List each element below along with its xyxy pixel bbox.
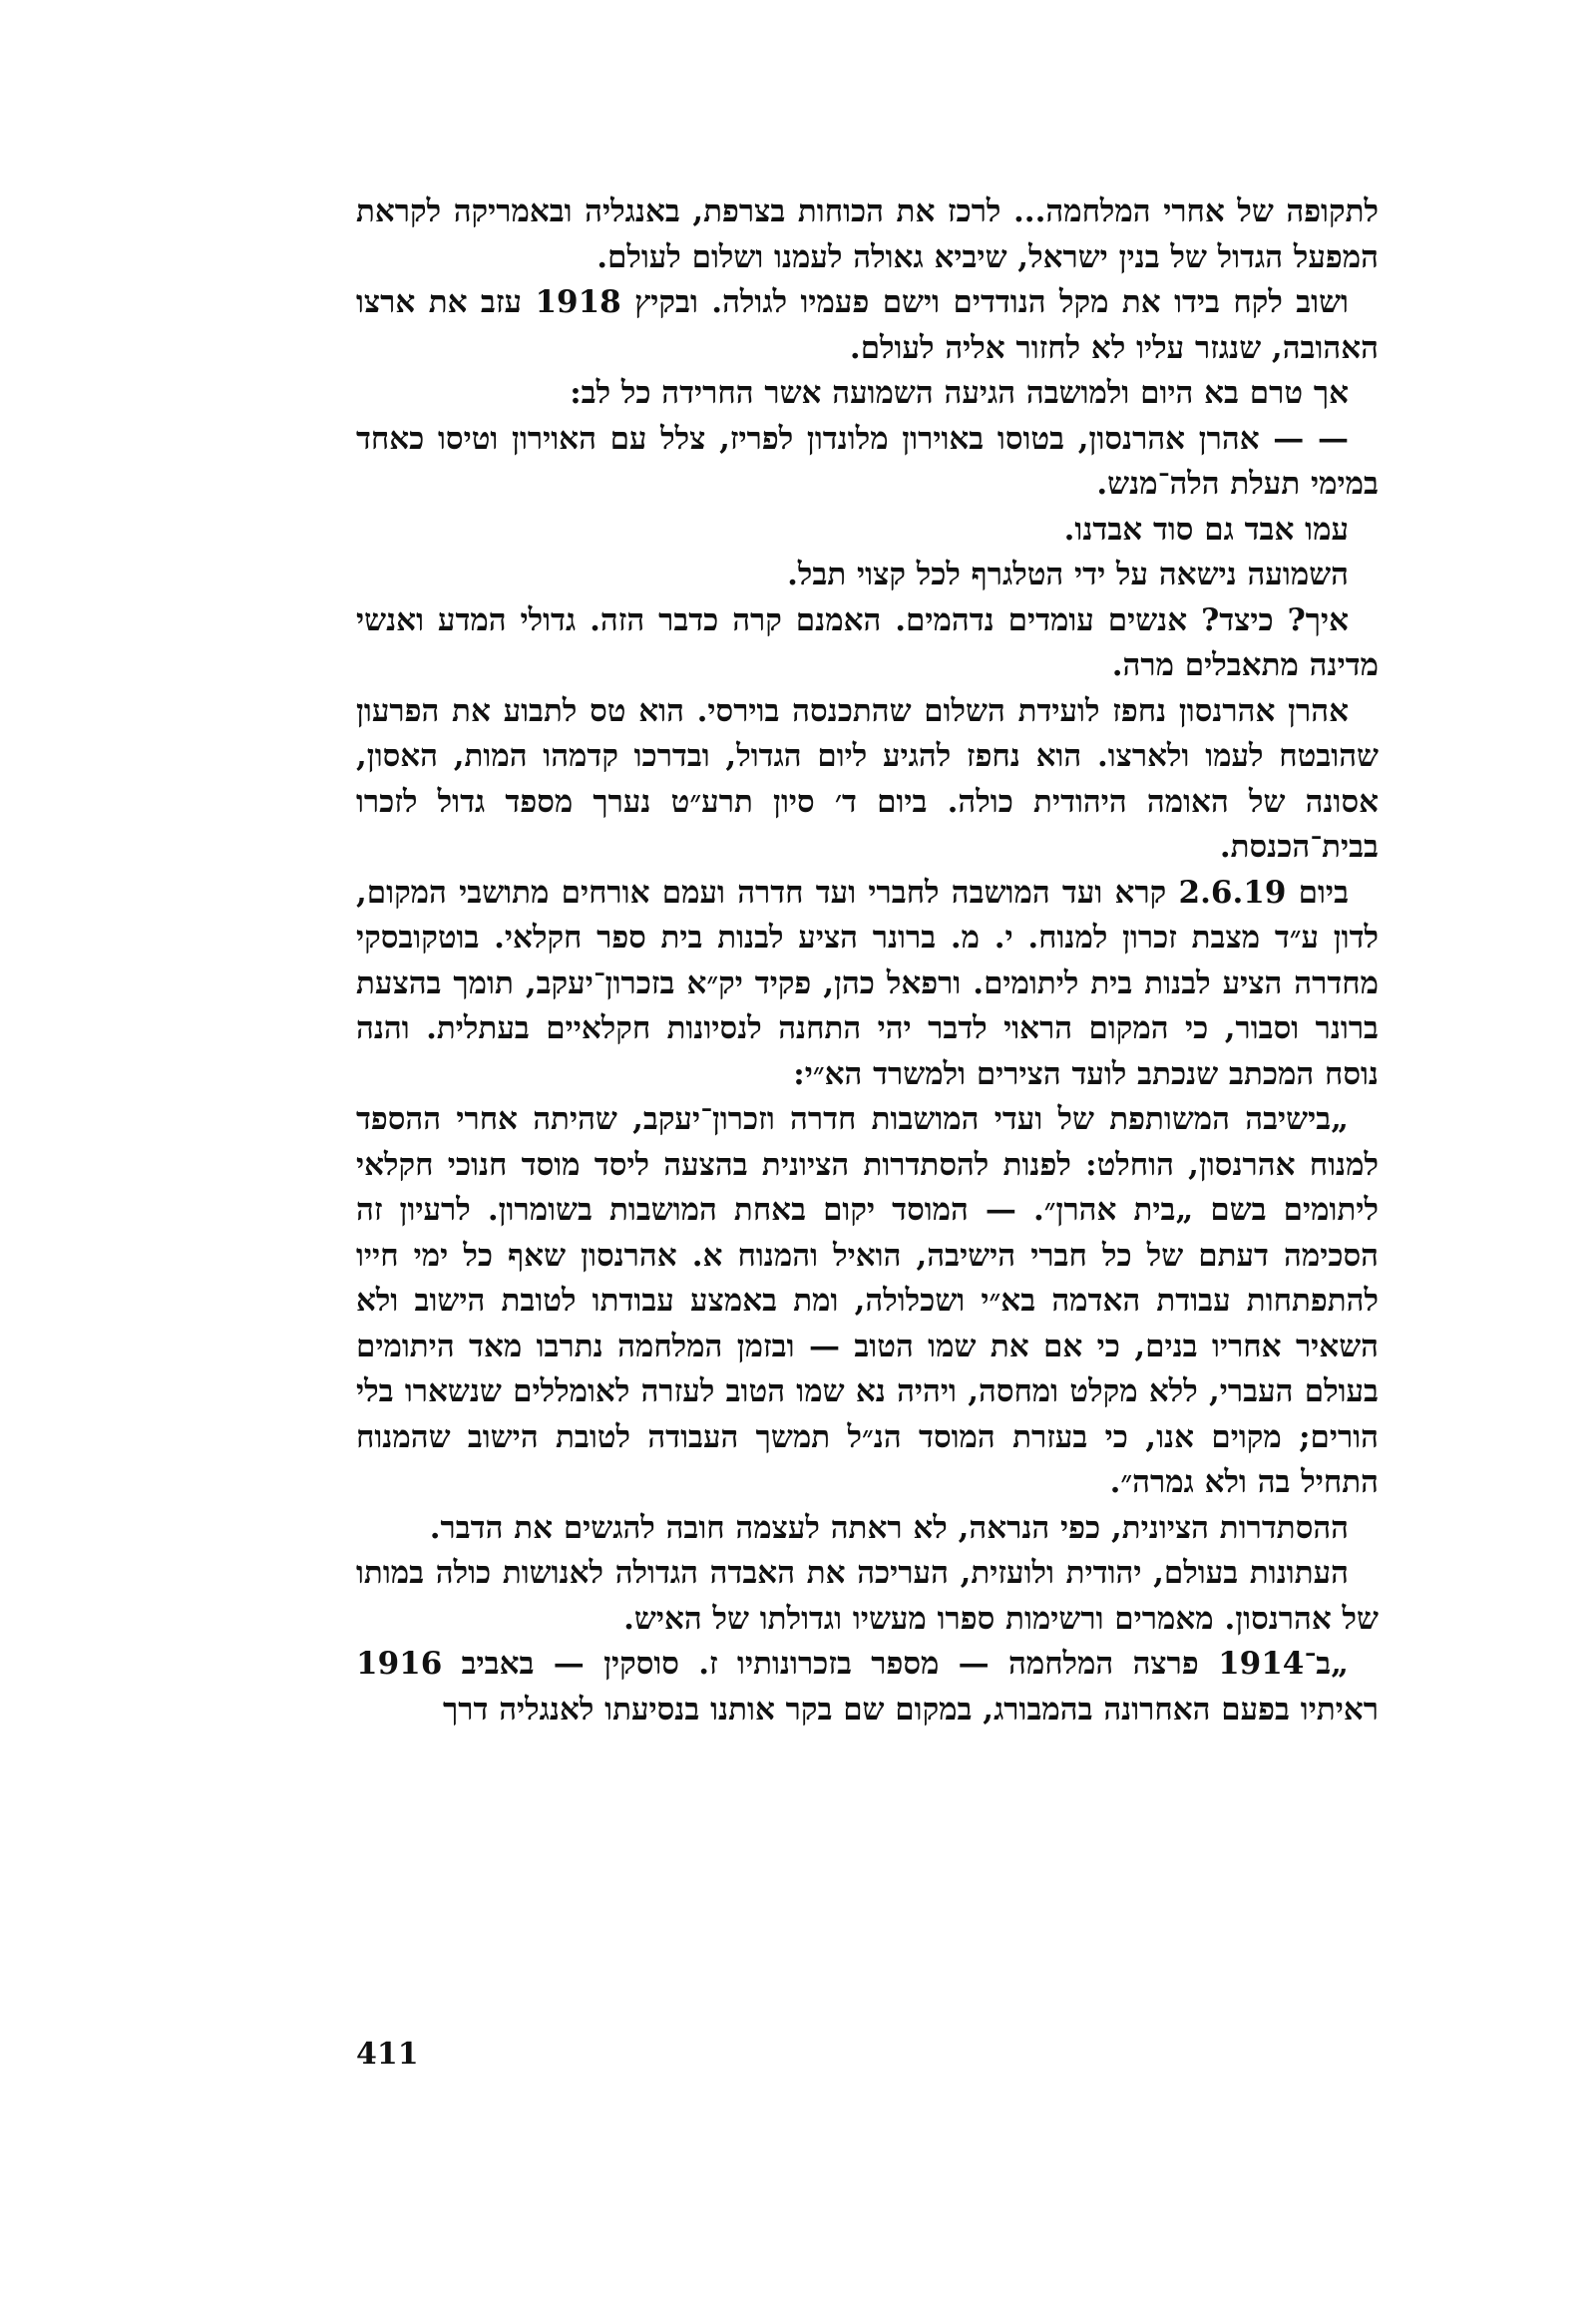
paragraph: ביום 2.6.19 קרא ועד המושבה לחברי ועד חדרה ועמם אורחים מתושבי המקום, לדון ע״ד מצבת זכרון למנוח. י. מ. ברונר הציע לבנות בית ספר חקלאי. בוטקובסקי מחדרה הציע לבנות בית ליתומים. ורפאל כהן, פקיד יק״א בזכרון־יעקב, תומך בהצעת ברונר וסבור, כי המקום הראוי לדבר יהי התחנה לנסיונות חקלאיים בעתלית. והנה נוסח המכתב שנכתב לועד הצירים ולמשרד הא״י: <box>356 874 1379 1092</box>
paragraph: השמועה נישאה על ידי הטלגרף לכל קצוי תבל. <box>787 557 1349 592</box>
body-text <box>356 190 1379 1732</box>
paragraph: אהרן אהרנסון נחפז לועידת השלום שהתכנסה בוירסי. הוא טס לתבוע את הפרעון שהובטח לעמו ולארצו. הוא נחפז להגיע ליום הגדול, ובדרכו קדמהו המות, האסון, אסונה של האומה היהודית כולה. ביום ד׳ סיון תרע״ט נערך מספד גדול לזכרו בבית־הכנסת. <box>356 692 1379 865</box>
paragraph: איך? כיצד? אנשים עומדים נדהמים. האמנם קרה כדבר הזה. גדולי המדע ואנשי מדינה מתאבלים מרה. <box>356 601 1379 683</box>
quoted-letter: „בישיבה המשותפת של ועדי המושבות חדרה וזכרון־יעקב, שהיתה אחרי ההספד למנוח אהרנסון, הוחלט: לפנות להסתדרות הציונית בהצעה ליסד מוסד חנוכי חקלאי ליתומים בשם „בית אהרן״. — המוסד יקום באחת המושבות בשומרון. לרעיון זה הסכימה דעתם של כל חברי הישיבה, הואיל והמנוח א. אהרנסון שאף כל ימי חייו להתפתחות עבודת האדמה בא״י ושכלולה, ומת באמצע עבודתו לטובת הישוב ולא השאיר אחריו בנים, כי אם את שמו הטוב — ובזמן המלחמה נתרבו מאד היתומים בעולם העברי, ללא מקלט ומחסה, ויהיה נא שמו הטוב לעזרה לאומללים שנשארו בלי הורים; מקוים אנו, כי בעזרת המוסד הנ״ל תמשך העבודה לטובת הישוב שהמנוח התחיל בה ולא גמרה״. <box>356 1101 1379 1500</box>
paragraph: „ב־1914 פרצה המלחמה — מספר בזכרונותיו ז. סוסקין — באביב 1916 ראיתיו בפעם האחרונה בהמבורג, במקום שם בקר אותנו בנסיעתו לאנגליה דרך <box>356 1646 1379 1728</box>
page-number: 411 <box>356 2037 419 2072</box>
paragraph: ושוב לקח בידו את מקל הנודדים וישם פעמיו לגולה. ובקיץ 1918 עזב את ארצו האהובה, שנגזר עליו לא לחזור אליה לעולם. <box>356 284 1379 366</box>
paragraph: אך טרם בא היום ולמושבה הגיעה השמועה אשר החרידה כל לב: <box>570 375 1349 411</box>
paragraph: עמו אבד גם סוד אבדנו. <box>1063 511 1349 548</box>
paragraph: ההסתדרות הציונית, כפי הנראה, לא ראתה לעצמה חובה להגשים את הדבר. <box>429 1509 1349 1546</box>
paragraph: — — אהרן אהרנסון, בטוסו באוירון מלונדון לפריז, צלל עם האוירון וטיסו כאחד במימי תעלת הלה־מנש. <box>356 420 1379 502</box>
paragraph: העתונות בעולם, יהודית ולועזית, העריכה את האבדה הגדולה לאנושות כולה במותו של אהרנסון. מאמרים ורשימות ספרו מעשיו וגדולתו של האיש. <box>356 1555 1379 1637</box>
paragraph: לתקופה של אחרי המלחמה... לרכז את הכוחות בצרפת, באנגליה ובאמריקה לקראת המפעל הגדול של בנין ישראל, שיביא גאולה לעמנו ושלום לעולם. <box>356 193 1379 275</box>
